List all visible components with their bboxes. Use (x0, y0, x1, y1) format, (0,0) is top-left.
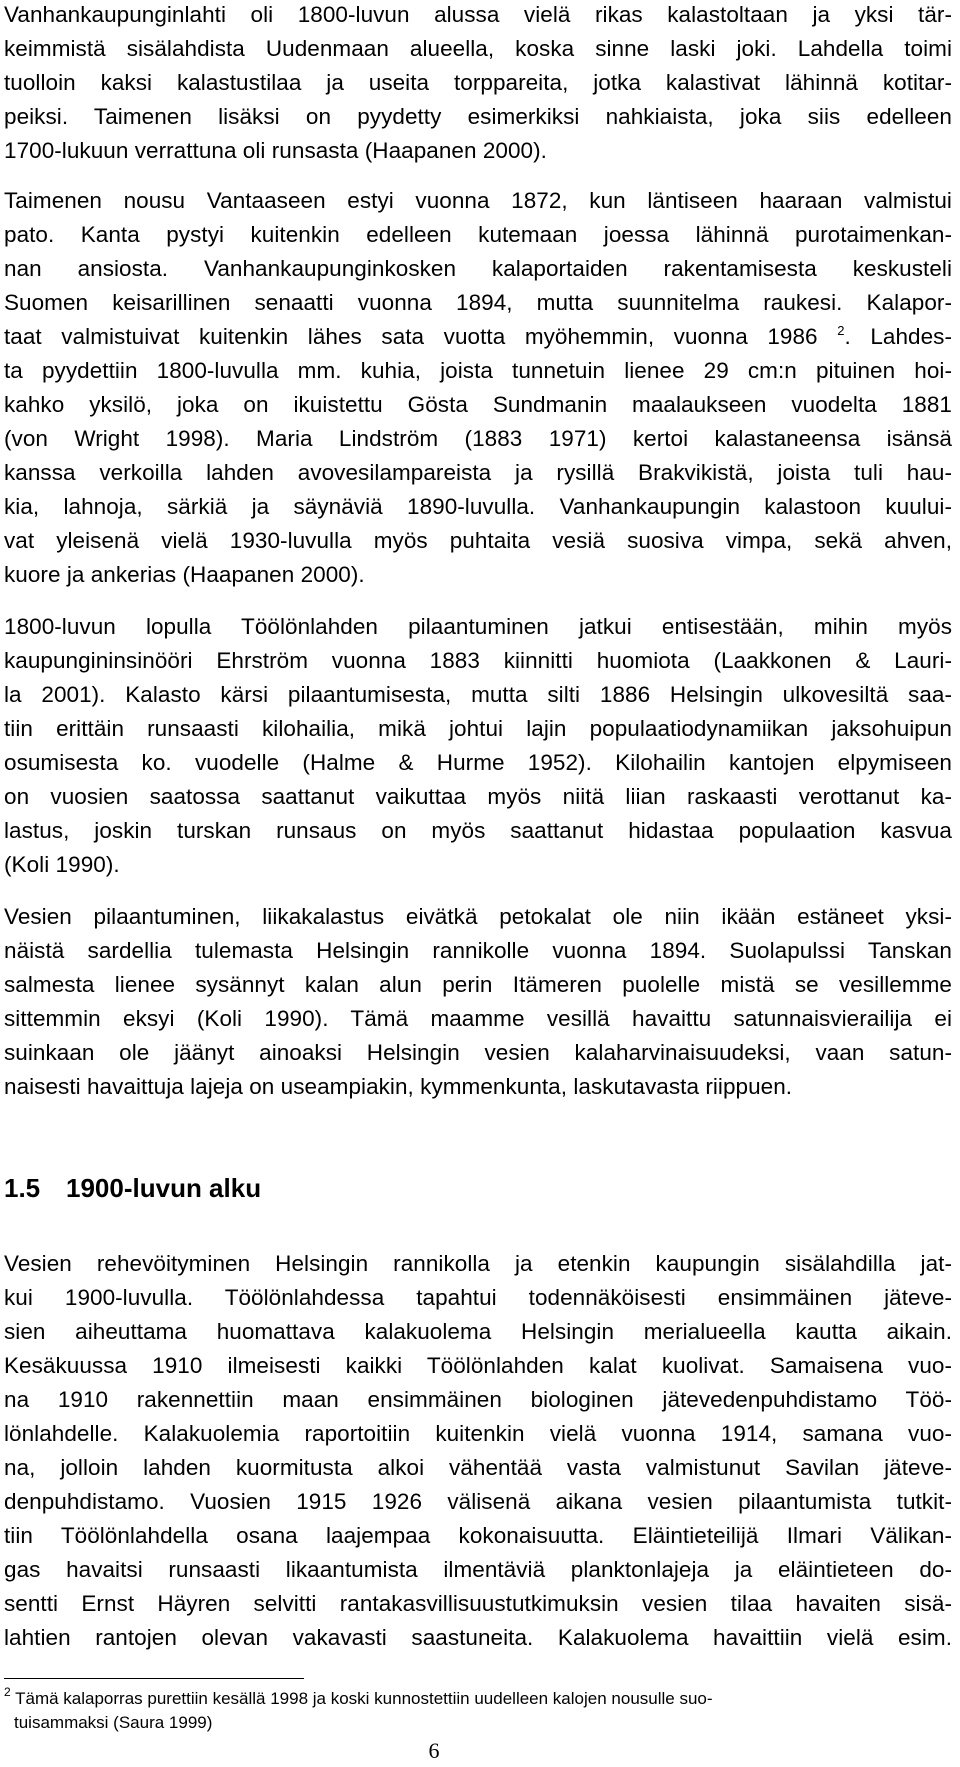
section-title: 1900-luvun alku (66, 1173, 262, 1203)
text-line: lastus, joskin turskan runsaus on myös saattanut hidastaa populaation kasvua (4, 818, 952, 843)
text-line: tiin Töölönlahdella osana laajempaa kokonaisuutta. Eläintieteilijä Ilmari Välikan- (4, 1523, 952, 1548)
text-line: tuolloin kaksi kalastustilaa ja useita torppareita, jotka kalastivat lähinnä kotitar- (4, 70, 952, 95)
text-line: (von Wright 1998). Maria Lindström (1883 1971) kertoi kalastaneensa isänsä (4, 426, 952, 451)
footnote-reference[interactable]: 2 (837, 323, 845, 338)
text-line-with-footnote-ref (4, 322, 952, 352)
text-segment: . Lahdes- (844, 324, 952, 349)
text-line: (Koli 1990). (4, 852, 120, 877)
section-heading (4, 1172, 261, 1204)
text-line: osumisesta ko. vuodelle (Halme & Hurme 1952). Kilohailin kantojen elpymiseen (4, 750, 952, 775)
text-line: vat yleisenä vielä 1930-luvulla myös puhtaita vesiä suosiva vimpa, sekä ahven, (4, 528, 952, 553)
page-number: 6 (428, 1738, 440, 1763)
text-line: 1800-luvun lopulla Töölönlahden pilaantuminen jatkui entisestään, mihin myös (4, 614, 952, 639)
text-line: Taimenen nousu Vantaaseen estyi vuonna 1872, kun läntiseen haaraan valmistui (4, 188, 952, 213)
text-line: kaupungininsinööri Ehrström vuonna 1883 kiinnitti huomiota (Laakkonen & Lauri- (4, 648, 952, 673)
text-line: Vanhankaupunginlahti oli 1800-luvun alussa vielä rikas kalastoltaan ja yksi tär- (4, 2, 952, 27)
text-line: kahko yksilö, joka on ikuistettu Gösta Sundmanin maalaukseen vuodelta 1881 (4, 392, 952, 417)
text-line: na, jolloin lahden kuormitusta alkoi vähentää vasta valmistunut Savilan jäteve- (4, 1455, 952, 1480)
section-number: 1.5 (4, 1173, 41, 1203)
text-line: on vuosien saatossa saattanut vaikuttaa myös niitä liian raskaasti verottanut ka- (4, 784, 952, 809)
text-line: sien aiheuttama huomattava kalakuolema Helsingin merialueella kautta aikain. (4, 1319, 952, 1344)
text-line: 1700-lukuun verrattuna oli runsasta (Haapanen 2000). (4, 138, 547, 163)
text-line: Vesien pilaantuminen, liikakalastus eivätkä petokalat ole niin ikään estäneet yksi- (4, 904, 952, 929)
text-line: tiin erittäin runsaasti kilohailia, mikä johtui lajin populaatiodynamiikan jaksohuipun (4, 716, 952, 741)
text-line: na 1910 rakennettiin maan ensimmäinen biologinen jätevedenpuhdistamo Töö- (4, 1387, 952, 1412)
text-line: kui 1900-luvulla. Töölönlahdessa tapahtui todennäköisesti ensimmäinen jäteve- (4, 1285, 952, 1310)
text-line: naisesti havaittuja lajeja on useampiakin, kymmenkunta, laskutavasta riippuen. (4, 1074, 793, 1099)
text-line: kia, lahnoja, särkiä ja säynäviä 1890-luvulla. Vanhankaupungin kalastoon kuului- (4, 494, 952, 519)
footnote-line (4, 1685, 713, 1710)
text-line: näistä sardellia tulemasta Helsingin rannikolle vuonna 1894. Suolapulssi Tanskan (4, 938, 952, 963)
text-line: lahtien rantojen olevan vakavasti saastuneita. Kalakuolema havaittiin vielä esim. (4, 1625, 952, 1650)
text-line: gas havaitsi runsaasti likaantumista ilmentäviä planktonlajeja ja eläintieteen do- (4, 1557, 952, 1582)
text-line: peiksi. Taimenen lisäksi on pyydetty esimerkiksi nahkiaista, joka siis edelleen (4, 104, 952, 129)
text-line: sittemmin eksyi (Koli 1990). Tämä maamme vesillä havaittu satunnaisvierailija ei (4, 1006, 952, 1031)
text-line: salmesta lienee sysännyt kalan alun perin Itämeren puolelle mistä se vesillemme (4, 972, 952, 997)
text-line: denpuhdistamo. Vuosien 1915 1926 välisenä aikana vesien pilaantumista tutkit- (4, 1489, 952, 1514)
text-line: kuore ja ankerias (Haapanen 2000). (4, 562, 365, 587)
text-line: ta pyydettiin 1800-luvulla mm. kuhia, joista tunnetuin lienee 29 cm:n pituinen hoi- (4, 358, 952, 383)
text-line: Suomen keisarillinen senaatti vuonna 1894, mutta suunnitelma raukesi. Kalapor- (4, 290, 952, 315)
text-line: suinkaan ole jäänyt ainoaksi Helsingin vesien kalaharvinaisuudeksi, vaan satun- (4, 1040, 952, 1065)
text-line: Kesäkuussa 1910 ilmeisesti kaikki Töölönlahden kalat kuolivat. Samaisena vuo- (4, 1353, 952, 1378)
footnote-text: Tämä kalaporras purettiin kesällä 1998 ja koski kunnostettiin uudelleen kalojen nousulle suo- (15, 1689, 713, 1708)
footnote-line (4, 1712, 212, 1734)
footnote-text: tuisammaksi (Saura 1999) (14, 1713, 213, 1732)
text-line: la 2001). Kalasto kärsi pilaantumisesta, mutta silti 1886 Helsingin ulkovesiltä saa- (4, 682, 952, 707)
text-segment: taat valmistuivat kuitenkin lähes sata vuotta myöhemmin, vuonna 1986 (4, 324, 818, 349)
text-line: sentti Ernst Häyren selvitti rantakasvillisuustutkimuksin vesien tilaa havaiten sisä- (4, 1591, 952, 1616)
text-line: pato. Kanta pystyi kuitenkin edelleen kutemaan joessa lähinnä purotaimenkan- (4, 222, 952, 247)
text-line: kanssa verkoilla lahden avovesilampareista ja rysillä Brakvikistä, joista tuli hau- (4, 460, 952, 485)
text-line: Vesien rehevöityminen Helsingin rannikolla ja etenkin kaupungin sisälahdilla jat- (4, 1251, 952, 1276)
text-line: lönlahdelle. Kalakuolemia raportoitiin kuitenkin vielä vuonna 1914, samana vuo- (4, 1421, 952, 1446)
text-line: nan ansiosta. Vanhankaupunginkosken kalaportaiden rakentamisesta keskusteli (4, 256, 952, 281)
footnote-separator (4, 1678, 304, 1679)
text-line: keimmistä sisälahdista Uudenmaan alueella, koska sinne laski joki. Lahdella toimi (4, 36, 952, 61)
footnote-marker: 2 (4, 1685, 11, 1699)
